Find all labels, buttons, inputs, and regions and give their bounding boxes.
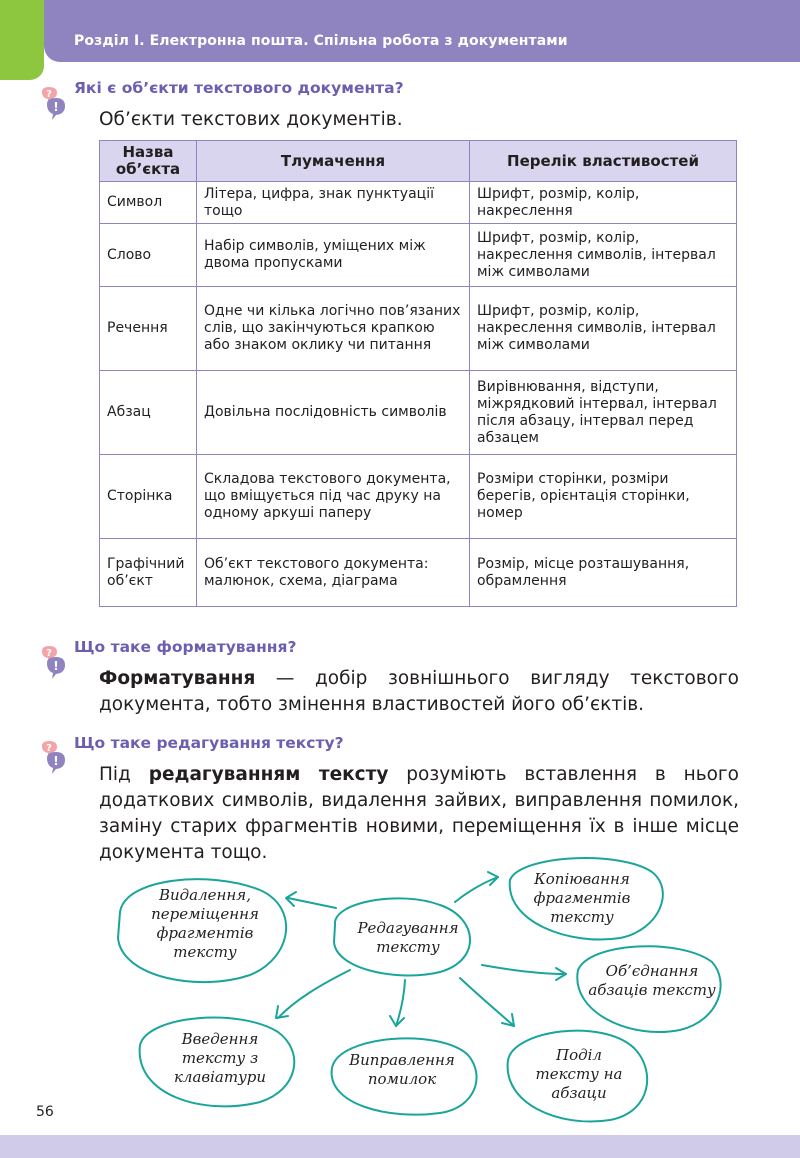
object-explanation: Об’єкт текстового документа: малюнок, схема, діаграма bbox=[197, 539, 470, 607]
svg-text:!: ! bbox=[53, 100, 59, 114]
object-explanation: Набір символів, уміщених між двома пропусками bbox=[197, 224, 470, 287]
diagram-node-delete: Видалення, переміщення фрагментів тексту bbox=[151, 886, 259, 961]
question-answer-icon bbox=[38, 740, 72, 780]
object-explanation: Складова текстового документа, що вміщується під час друку на одному аркуші паперу bbox=[197, 455, 470, 539]
question-answer-icon bbox=[38, 86, 72, 126]
answer-editing-text: розуміють вставлення в нього додаткових символів, видалення зайвих, виправлення помилок, заміну старих фрагментів новими, переміщення їх в інше місце документа тощо. bbox=[99, 764, 739, 863]
svg-text:?: ? bbox=[46, 648, 52, 659]
arrow-input bbox=[278, 970, 350, 1018]
term-editing: редагуванням тексту bbox=[148, 764, 389, 785]
answer-formatting bbox=[99, 666, 739, 718]
chapter-tab bbox=[0, 0, 44, 80]
diagram-node-errors: Виправлення помилок bbox=[349, 1051, 455, 1088]
column-header: Перелік властивостей bbox=[470, 141, 737, 182]
diagram-node-merge: Об’єднання абзаців тексту bbox=[588, 962, 716, 999]
chapter-header bbox=[44, 0, 800, 62]
object-name: Речення bbox=[100, 287, 197, 371]
svg-text:?: ? bbox=[46, 743, 52, 754]
table-header-row bbox=[100, 141, 737, 182]
answer-objects: Об’єкти текстових документів. bbox=[99, 109, 403, 130]
column-header: Назва об’єкта bbox=[100, 141, 197, 182]
object-name: Абзац bbox=[100, 371, 197, 455]
question-editing: Що таке редагування тексту? bbox=[74, 734, 344, 752]
arrow-split bbox=[460, 978, 514, 1026]
svg-text:!: ! bbox=[53, 754, 59, 768]
diagram-node-input: Введення тексту з клавіатури bbox=[173, 1030, 267, 1086]
arrow-delete bbox=[288, 898, 336, 908]
table-row bbox=[100, 455, 737, 539]
table-row bbox=[100, 224, 737, 287]
question-formatting: Що таке форматування? bbox=[74, 638, 297, 656]
question-objects: Які є об’єкти текстового документа? bbox=[74, 79, 404, 97]
table-row bbox=[100, 539, 737, 607]
diagram-node-split: Поділ тексту на абзаци bbox=[535, 1046, 623, 1102]
column-header: Тлумачення bbox=[197, 141, 470, 182]
object-properties: Шрифт, розмір, колір, накреслення символів, інтервал між символами bbox=[470, 287, 737, 371]
arrow-head bbox=[276, 1006, 288, 1018]
object-properties: Розмір, місце розташування, обрамлення bbox=[470, 539, 737, 607]
chapter-title: Розділ І. Електронна пошта. Спільна робота з документами bbox=[74, 33, 568, 49]
table-row bbox=[100, 287, 737, 371]
term-formatting: Форматування bbox=[99, 668, 256, 689]
editing-diagram bbox=[100, 850, 760, 1130]
object-name: Графічний об’єкт bbox=[100, 539, 197, 607]
object-properties: Розміри сторінки, розміри берегів, орієнтація сторінки, номер bbox=[470, 455, 737, 539]
diagram-center: Редагування тексту bbox=[357, 919, 459, 956]
answer-formatting-text: — добір зовнішнього вигляду текстового документа, тобто змінення властивостей його об’єктів. bbox=[99, 668, 739, 715]
object-name: Слово bbox=[100, 224, 197, 287]
object-name: Сторінка bbox=[100, 455, 197, 539]
object-properties: Шрифт, розмір, колір, накреслення символів, інтервал між символами bbox=[470, 224, 737, 287]
table-row bbox=[100, 371, 737, 455]
object-name: Символ bbox=[100, 182, 197, 224]
question-answer-icon bbox=[38, 645, 72, 685]
object-explanation: Одне чи кілька логічно пов’язаних слів, що закінчуються крапкою або знаком оклику чи питання bbox=[197, 287, 470, 371]
footer-band bbox=[0, 1135, 800, 1158]
table-row bbox=[100, 182, 737, 224]
objects-table bbox=[99, 140, 737, 607]
arrow-merge bbox=[482, 965, 566, 974]
object-properties: Вирівнювання, відступи, міжрядковий інтервал, інтервал після абзацу, інтервал перед абзацем bbox=[470, 371, 737, 455]
object-properties: Шрифт, розмір, колір, накреслення bbox=[470, 182, 737, 224]
svg-text:!: ! bbox=[53, 659, 59, 673]
page-number: 56 bbox=[36, 1104, 54, 1120]
object-explanation: Літера, цифра, знак пунктуації тощо bbox=[197, 182, 470, 224]
arrow-copy bbox=[455, 877, 498, 902]
answer-editing-pre: Під bbox=[99, 764, 149, 785]
svg-text:?: ? bbox=[46, 89, 52, 100]
object-explanation: Довільна послідовність символів bbox=[197, 371, 470, 455]
diagram-node-copy: Копіювання фрагментів тексту bbox=[533, 870, 631, 926]
